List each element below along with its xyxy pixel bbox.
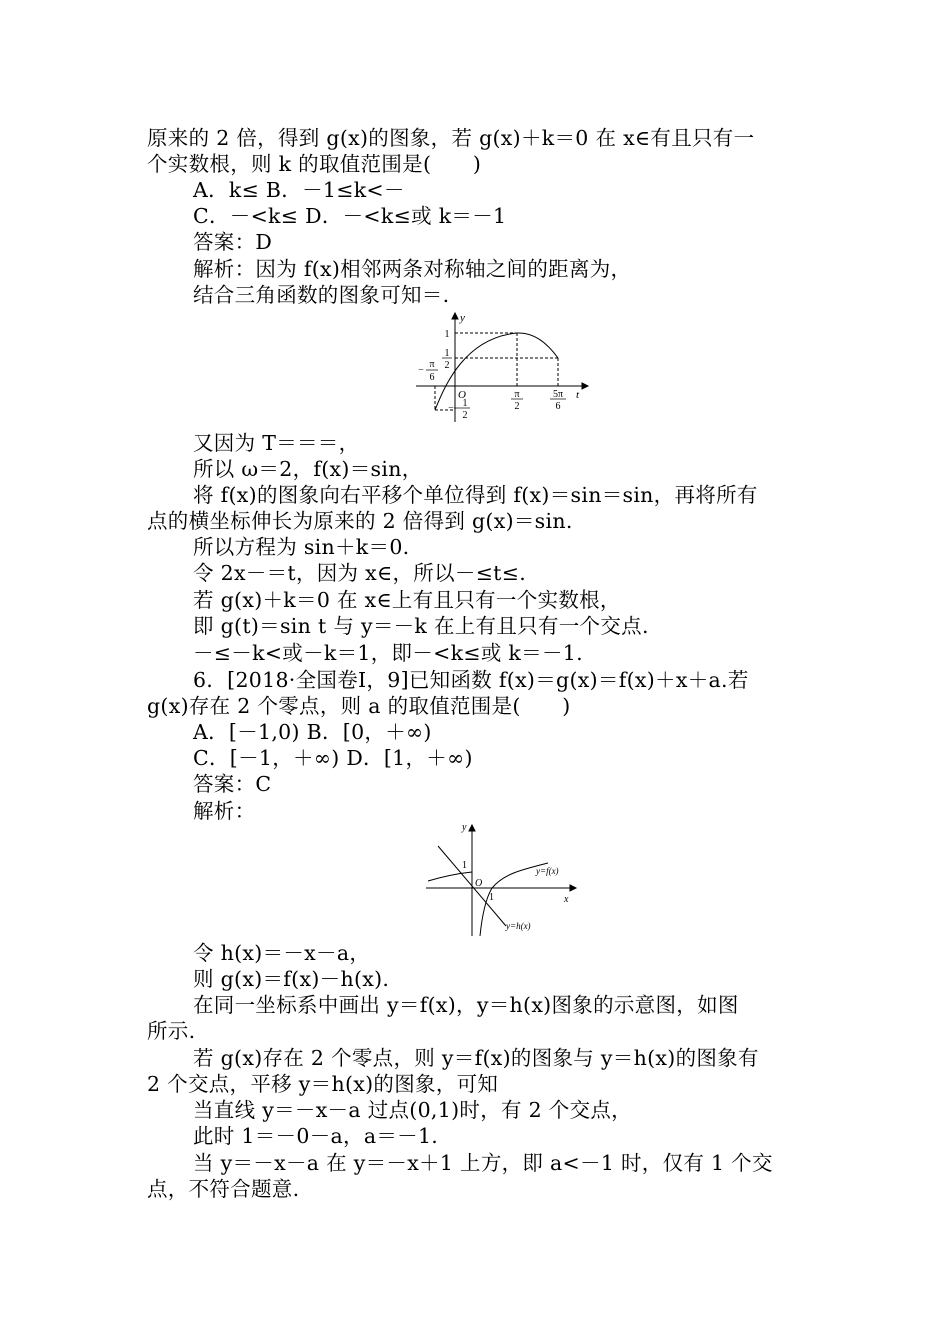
label-h: y=h(x) — [506, 921, 531, 931]
q5-line-shift: 将 f(x)的图象向右平移个单位得到 f(x)＝sin＝sin，再将所有 — [193, 483, 758, 507]
q6-line-two-zeros: 若 g(x)存在 2 个零点，则 y＝f(x)的图象与 y＝h(x)的图象有 — [193, 1046, 759, 1070]
q6-line-define-h: 令 h(x)＝－x－a， — [193, 941, 371, 965]
tick-x-one: 1 — [489, 892, 494, 903]
q5-line-period: 又因为 T＝＝＝， — [193, 431, 360, 455]
q5-answer: 答案：D — [193, 230, 273, 254]
q6-answer: 答案：C — [193, 772, 272, 796]
q6-options-cd: C．[－1，＋∞) D．[1，＋∞) — [193, 746, 473, 770]
tick-x-mid-num: π — [514, 389, 520, 400]
f-left-branch — [428, 872, 472, 881]
q5-line-equation: 所以方程为 sin＋k＝0. — [193, 535, 410, 559]
q6-line-draw: 在同一坐标系中画出 y＝f(x)，y＝h(x)图象的示意图，如图 — [193, 993, 739, 1017]
tick-y-half-num: 1 — [444, 348, 450, 359]
tick-y-1: 1 — [444, 329, 450, 340]
q6-line-reject: 点，不符合题意. — [147, 1177, 300, 1201]
q6-line-as-shown: 所示. — [147, 1019, 196, 1043]
y-axis-arrow — [452, 313, 458, 319]
tick-x-end-den: 6 — [555, 401, 561, 412]
tick-x-neg-sign: − — [418, 365, 424, 376]
tick-x-neg-num: π — [429, 359, 435, 370]
t-axis-arrow — [582, 383, 588, 389]
q5-line-intersection: 即 g(t)＝sin t 与 y＝－k 在上有且只有一个交点. — [193, 614, 649, 638]
q5-options-cd: C．－<k≤ D．－<k≤或 k＝－1 — [193, 204, 507, 228]
tick-y-half-den: 2 — [444, 360, 450, 371]
q5-stem-line-2: 个实数根，则 k 的取值范围是( ) — [147, 152, 482, 176]
tick-y-neghalf-den: 2 — [462, 410, 468, 421]
q6-analysis-label: 解析： — [193, 799, 256, 823]
y-axis-label: y — [462, 822, 467, 833]
q5-analysis-line-1: 解析：因为 f(x)相邻两条对称轴之间的距离为， — [193, 257, 632, 281]
x-axis-label: x — [564, 894, 569, 905]
tick-y-neghalf-num: 1 — [462, 398, 468, 409]
tick-x-mid-den: 2 — [514, 401, 520, 412]
q6-line-above: 当 y＝－x－a 在 y＝－x＋1 上方，即 a<－1 时，仅有 1 个交 — [193, 1151, 773, 1175]
q5-line-omega: 所以 ω＝2，f(x)＝sin， — [193, 457, 423, 481]
q6-line-a-value: 此时 1＝－0－a，a＝－1. — [193, 1124, 439, 1148]
x-axis-arrow — [570, 885, 576, 891]
tick-y-one: 1 — [462, 860, 467, 871]
fx-hx-graph-figure — [420, 818, 580, 940]
q5-line-substitution: 令 2x－＝t，因为 x∈，所以－≤t≤. — [193, 561, 527, 585]
tick-y-neghalf-sign: − — [448, 403, 454, 414]
q6-stem-line-1: 6．[2018·全国卷Ⅰ，9]已知函数 f(x)＝g(x)＝f(x)＋x＋a.若 — [193, 668, 749, 692]
q5-stem-line-1: 原来的 2 倍，得到 g(x)的图象，若 g(x)＋k＝0 在 x∈有且只有一 — [147, 126, 755, 150]
q6-line-g-expr: 则 g(x)＝f(x)－h(x). — [193, 967, 390, 991]
q5-analysis-line-2: 结合三角函数的图象可知＝. — [193, 283, 450, 307]
q5-options-ab: A．k≤ B．－1≤k<－ — [193, 178, 405, 202]
q5-line-stretch: 点的横坐标伸长为原来的 2 倍得到 g(x)＝sin. — [147, 509, 573, 533]
tick-x-end-num: 5π — [552, 389, 564, 400]
q6-line-translate: 2 个交点，平移 y＝h(x)的图象，可知 — [147, 1072, 499, 1096]
t-axis-label: t — [576, 389, 580, 401]
label-f: y=f(x) — [536, 866, 559, 876]
q5-line-conclusion: －≤－k<或－k＝1，即－<k≤或 k＝－1. — [193, 641, 583, 665]
q6-line-through-point: 当直线 y＝－x－a 过点(0,1)时，有 2 个交点， — [193, 1098, 632, 1122]
origin-label: O — [458, 389, 466, 401]
q5-line-condition: 若 g(x)＋k＝0 在 x∈上有且只有一个实数根， — [193, 588, 621, 612]
tick-x-neg-den: 6 — [429, 372, 435, 383]
y-axis-label: y — [460, 312, 465, 324]
q6-options-ab: A．[－1,0) B．[0，＋∞) — [193, 720, 432, 744]
sine-graph-figure — [410, 310, 590, 428]
y-axis-arrow — [469, 825, 475, 831]
q6-stem-line-2: g(x)存在 2 个零点，则 a 的取值范围是( ) — [147, 694, 571, 718]
origin-label: O — [475, 878, 483, 889]
sine-curve — [435, 333, 558, 410]
